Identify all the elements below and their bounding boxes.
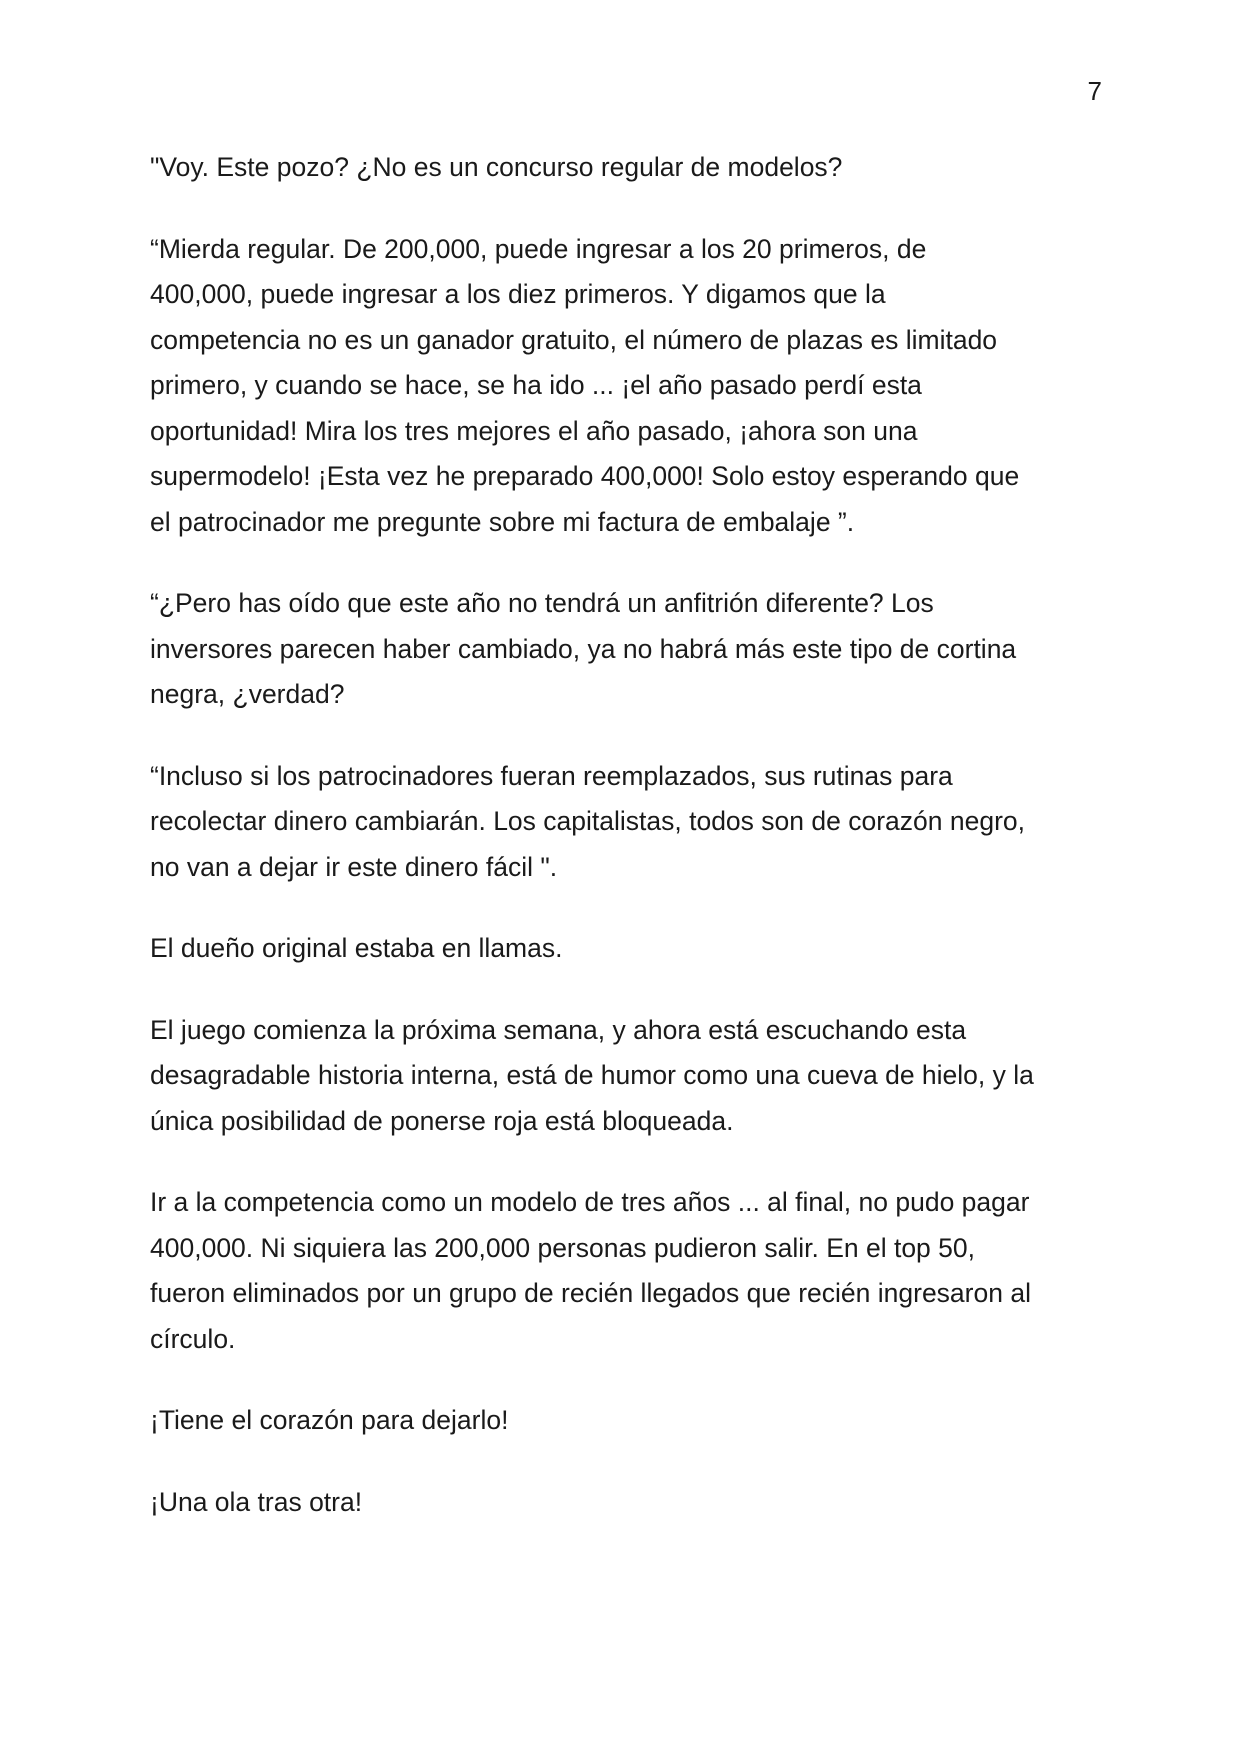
paragraph: "Voy. Este pozo? ¿No es un concurso regular de modelos? <box>150 152 843 182</box>
paragraph: El dueño original estaba en llamas. <box>150 933 563 963</box>
paragraph: ¡Tiene el corazón para dejarlo! <box>150 1405 509 1435</box>
paragraph: “¿Pero has oído que este año no tendrá un anfitrión diferente? Los inversores parecen haber cambiado, ya no habrá más este tipo de cortina negra, ¿verdad? <box>150 588 1017 709</box>
page-number: 7 <box>1087 76 1102 106</box>
paragraph: Ir a la competencia como un modelo de tres años ... al final, no pudo pagar 400,000. Ni siquiera las 200,000 personas pudieron salir. En el top 50, fueron eliminados por un grupo de recién llegados que recién ingresaron al círculo. <box>150 1187 1031 1354</box>
paragraph: El juego comienza la próxima semana, y ahora está escuchando esta desagradable historia interna, está de humor como una cueva de hielo, y la única posibilidad de ponerse roja está bloqueada. <box>150 1014 1034 1136</box>
body-text <box>150 145 1090 1561</box>
paragraph: “Incluso si los patrocinadores fueran reemplazados, sus rutinas para recolectar dinero cambiarán. Los capitalistas, todos son de corazón negro, no van a dejar ir este dinero fácil ". <box>150 760 1025 882</box>
paragraph: ¡Una ola tras otra! <box>150 1486 363 1517</box>
paragraph: “Mierda regular. De 200,000, puede ingresar a los 20 primeros, de 400,000, puede ingresar a los diez primeros. Y digamos que la competencia no es un ganador gratuito, el número de plazas es limitado primero, y cuando se hace, se ha ido ... ¡el año pasado perdí esta oportunidad! Mira los tres mejores el año pasado, ¡ahora son una supermodelo! ¡Esta vez he preparado 400,000! Solo estoy esperando que el patrocinador me pregunte sobre mi factura de embalaje ”. <box>150 233 1020 537</box>
